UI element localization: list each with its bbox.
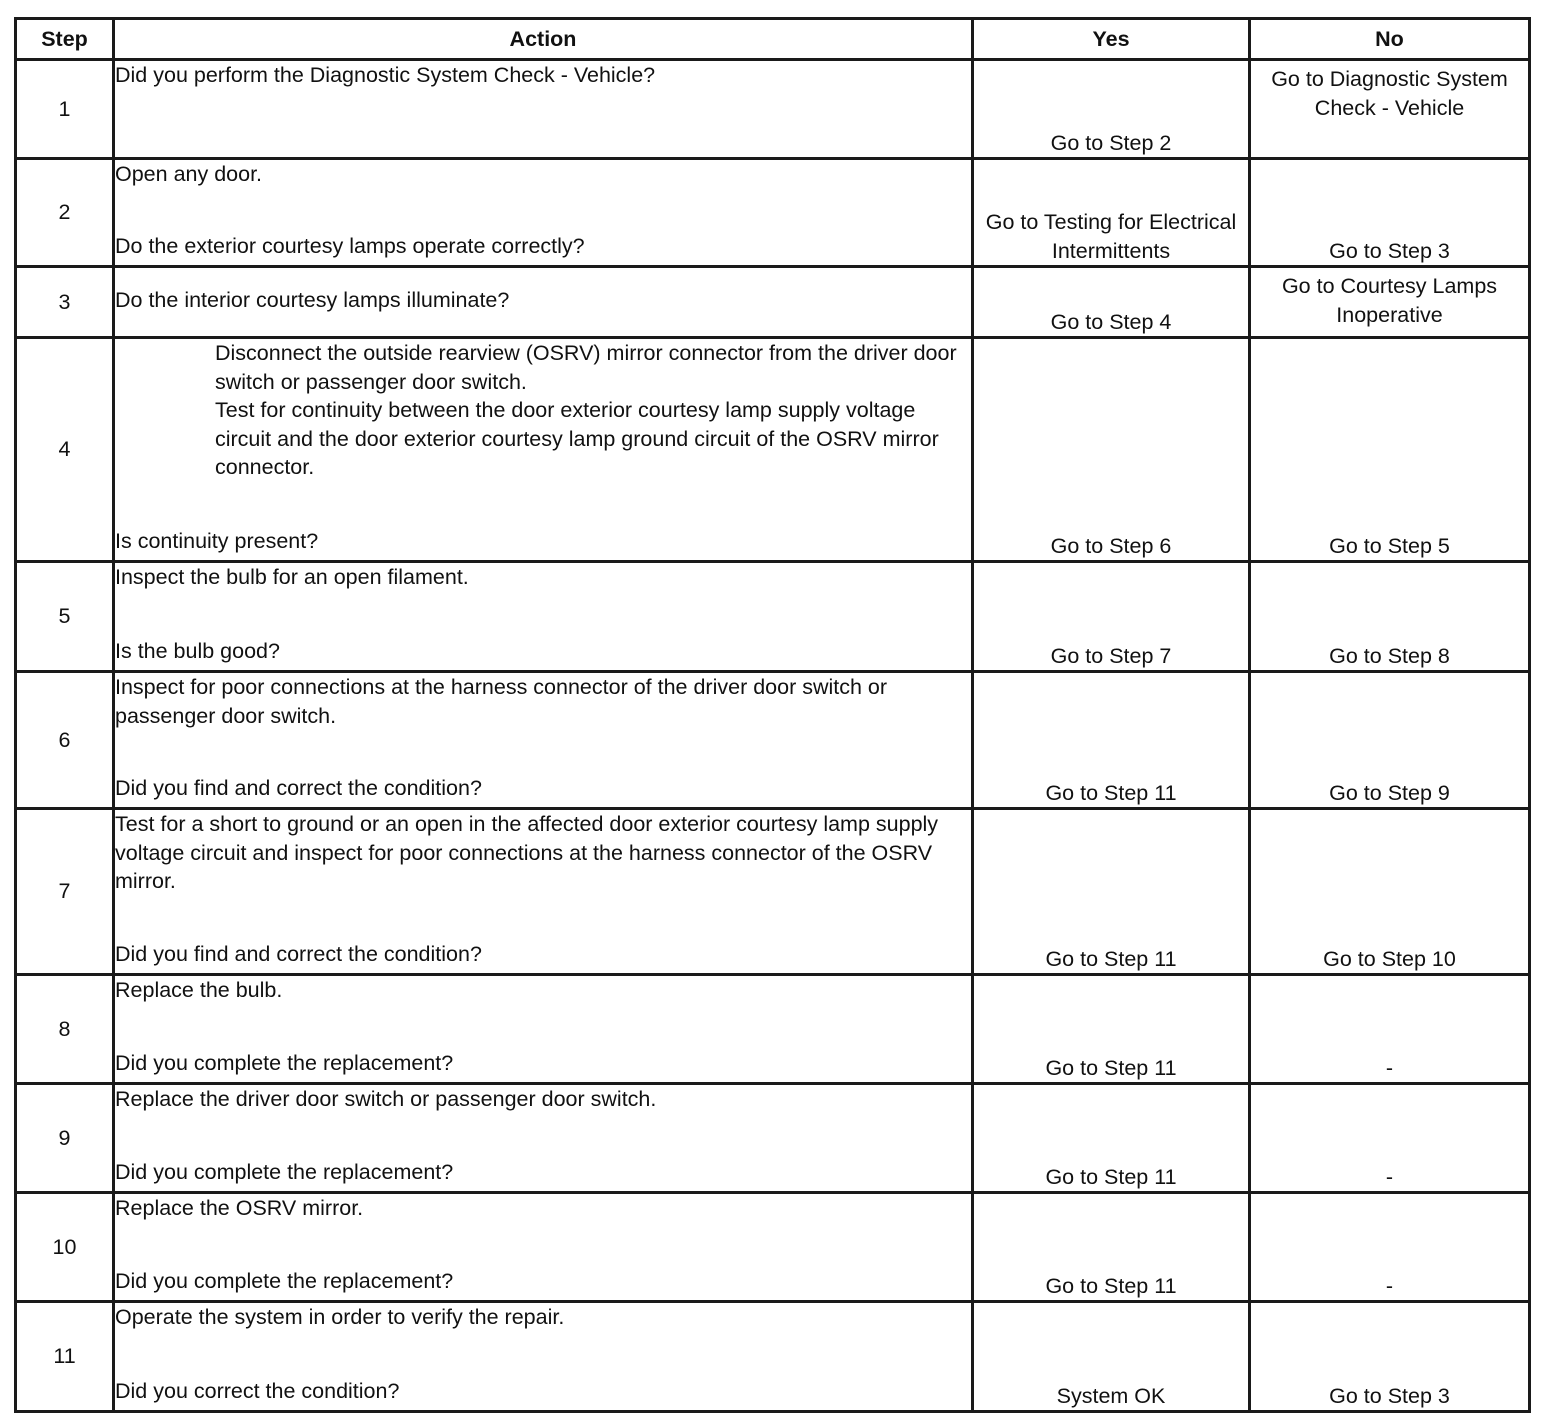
diagnostic-table xyxy=(14,17,1531,1413)
action-instruction: Test for a short to ground or an open in the affected door exterior courtesy lamp supply voltage circuit and inspect for poor connections at the harness connector of the OSRV mirror. xyxy=(115,812,939,893)
no-result: Go to Step 3 xyxy=(1250,1302,1530,1412)
action-question: Did you complete the replacement? xyxy=(115,1159,454,1184)
action-question: Did you perform the Diagnostic System Check - Vehicle? xyxy=(115,63,656,87)
step-number: 10 xyxy=(16,1193,114,1302)
step-number: 4 xyxy=(16,338,114,562)
action-cell xyxy=(114,562,973,672)
step-number: 6 xyxy=(16,672,114,809)
no-result: Go to Diagnostic System Check - Vehicle xyxy=(1250,60,1530,159)
action-instruction: Open any door. xyxy=(115,162,263,186)
header-step: Step xyxy=(16,19,114,60)
step-number: 7 xyxy=(16,809,114,975)
action-cell xyxy=(114,267,973,338)
action-instruction: Inspect the bulb for an open filament. xyxy=(115,565,469,589)
table-row xyxy=(16,60,1530,159)
no-result: - xyxy=(1250,1193,1530,1302)
action-question: Did you complete the replacement? xyxy=(115,1050,454,1075)
action-question: Is the bulb good? xyxy=(115,638,280,663)
action-cell xyxy=(114,60,973,159)
yes-result: Go to Step 11 xyxy=(973,1084,1250,1193)
action-instruction: Replace the bulb. xyxy=(115,978,283,1002)
table-row xyxy=(16,1302,1530,1412)
action-question: Do the interior courtesy lamps illuminate? xyxy=(115,288,510,312)
step-number: 5 xyxy=(16,562,114,672)
action-instruction: Replace the OSRV mirror. xyxy=(115,1196,364,1220)
yes-result: Go to Step 4 xyxy=(973,267,1250,338)
header-row xyxy=(16,19,1530,60)
step-number: 2 xyxy=(16,159,114,267)
action-question: Did you find and correct the condition? xyxy=(115,941,482,966)
no-result: - xyxy=(1250,1084,1530,1193)
table-row xyxy=(16,267,1530,338)
action-question: Do the exterior courtesy lamps operate correctly? xyxy=(115,233,585,258)
header-no: No xyxy=(1250,19,1530,60)
step-number: 11 xyxy=(16,1302,114,1412)
no-result: Go to Step 8 xyxy=(1250,562,1530,672)
yes-result: Go to Step 11 xyxy=(973,809,1250,975)
action-instruction: Operate the system in order to verify the repair. xyxy=(115,1305,565,1329)
yes-result: Go to Step 11 xyxy=(973,975,1250,1084)
yes-result: Go to Step 11 xyxy=(973,1193,1250,1302)
action-cell xyxy=(114,1084,973,1193)
action-cell xyxy=(114,975,973,1084)
action-instruction-list xyxy=(115,339,971,482)
no-result: - xyxy=(1250,975,1530,1084)
yes-result: Go to Step 7 xyxy=(973,562,1250,672)
step-number: 8 xyxy=(16,975,114,1084)
action-cell xyxy=(114,672,973,809)
table-row xyxy=(16,975,1530,1084)
yes-result: Go to Step 2 xyxy=(973,60,1250,159)
action-question: Did you complete the replacement? xyxy=(115,1268,454,1293)
table-row xyxy=(16,159,1530,267)
no-result: Go to Step 9 xyxy=(1250,672,1530,809)
table-row xyxy=(16,338,1530,562)
header-yes: Yes xyxy=(973,19,1250,60)
step-number: 3 xyxy=(16,267,114,338)
step-number: 1 xyxy=(16,60,114,159)
table-row xyxy=(16,809,1530,975)
action-question: Did you find and correct the condition? xyxy=(115,775,482,800)
no-result: Go to Step 3 xyxy=(1250,159,1530,267)
yes-result: Go to Step 6 xyxy=(973,338,1250,562)
action-instruction: Replace the driver door switch or passenger door switch. xyxy=(115,1087,657,1111)
action-cell xyxy=(114,338,973,562)
yes-result: Go to Step 11 xyxy=(973,672,1250,809)
no-result: Go to Courtesy Lamps Inoperative xyxy=(1250,267,1530,338)
action-instruction: Test for continuity between the door exterior courtesy lamp supply voltage circuit and the door exterior courtesy lamp ground circuit of the OSRV mirror connector. xyxy=(215,398,939,479)
action-cell xyxy=(114,1302,973,1412)
action-question: Did you correct the condition? xyxy=(115,1378,400,1403)
no-result: Go to Step 5 xyxy=(1250,338,1530,562)
action-instruction: Disconnect the outside rearview (OSRV) mirror connector from the driver door switch or passenger door switch. xyxy=(215,341,957,394)
table-row xyxy=(16,562,1530,672)
table-row xyxy=(16,1084,1530,1193)
action-instruction: Inspect for poor connections at the harness connector of the driver door switch or passenger door switch. xyxy=(115,675,888,728)
action-cell xyxy=(114,1193,973,1302)
table-row xyxy=(16,672,1530,809)
action-cell xyxy=(114,159,973,267)
action-cell xyxy=(114,809,973,975)
no-result: Go to Step 10 xyxy=(1250,809,1530,975)
step-number: 9 xyxy=(16,1084,114,1193)
yes-result: Go to Testing for Electrical Intermittents xyxy=(973,159,1250,267)
action-question: Is continuity present? xyxy=(115,528,319,553)
header-action: Action xyxy=(114,19,973,60)
yes-result: System OK xyxy=(973,1302,1250,1412)
table-row xyxy=(16,1193,1530,1302)
